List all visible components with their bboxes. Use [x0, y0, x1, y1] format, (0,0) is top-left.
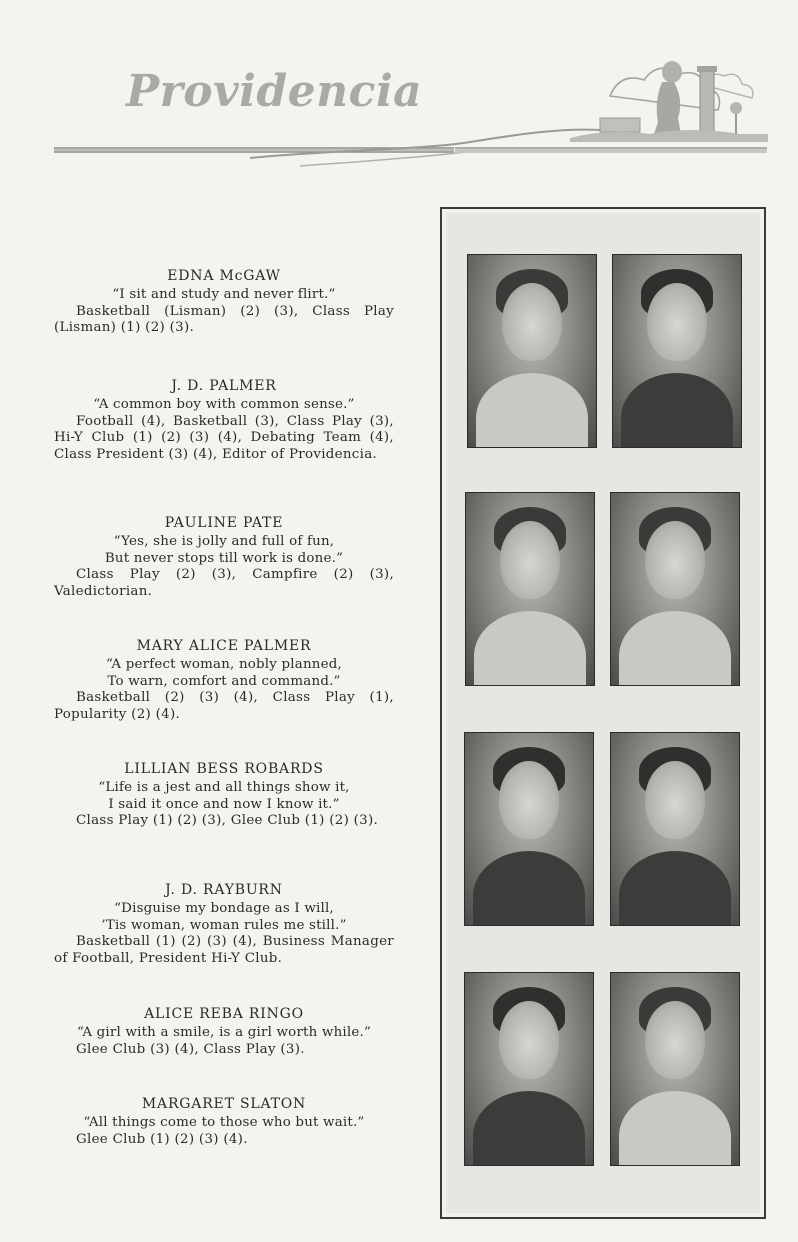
- quote-line: “I sit and study and never flirt.”: [112, 286, 336, 302]
- senior-quote: [54, 287, 394, 304]
- senior-activities: Glee Club (1) (2) (3) (4).: [76, 1131, 248, 1147]
- quote-line: “A common boy with common sense.”: [93, 396, 355, 412]
- senior-name: PAULINE PATE: [164, 515, 284, 531]
- senior-quote: [54, 780, 394, 814]
- senior-entry: [54, 882, 394, 968]
- quote-line: “A girl with a smile, is a girl worth while.”: [77, 1024, 371, 1040]
- quote-line: “Life is a jest and all things show it,: [98, 779, 350, 795]
- portrait-photo: [464, 732, 594, 926]
- senior-name: J. D. PALMER: [171, 378, 277, 394]
- quote-line: ’Tis woman, woman rules me still.”: [101, 917, 347, 933]
- senior-quote: [54, 901, 394, 935]
- senior-quote: [54, 397, 394, 414]
- senior-activities: Basketball (1) (2) (3) (4), Business Manager of Football, President Hi-Y Club.: [54, 934, 394, 967]
- senior-quote: [54, 1025, 394, 1042]
- senior-name: J. D. RAYBURN: [165, 882, 283, 898]
- senior-activities: Class Play (2) (3), Campfire (2) (3), Valedictorian.: [54, 567, 394, 600]
- senior-entry: [54, 515, 394, 601]
- senior-activities: Football (4), Basketball (3), Class Play (3), Hi-Y Club (1) (2) (3) (4), Debating Team (4), Class President (3) (4), Editor of Providencia.: [54, 413, 394, 463]
- page-header: [0, 0, 798, 190]
- senior-entry: [54, 1006, 394, 1058]
- senior-entry: [54, 378, 394, 464]
- yearbook-title: Providencia: [126, 66, 423, 117]
- quote-line: “A perfect woman, nobly planned,: [106, 656, 342, 672]
- senior-name: LILLIAN BESS ROBARDS: [124, 761, 324, 777]
- ornament-swash: [250, 130, 600, 158]
- header-ornament-illustration: [0, 0, 798, 190]
- senior-quote: [54, 534, 394, 568]
- senior-entry: [54, 1096, 394, 1148]
- senior-activities: Basketball (Lisman) (2) (3), Class Play (Lisman) (1) (2) (3).: [54, 303, 394, 336]
- tower-icon: [700, 70, 714, 136]
- portrait-photo: [610, 972, 740, 1166]
- senior-activities: Glee Club (3) (4), Class Play (3).: [76, 1041, 305, 1057]
- quote-line: “All things come to those who but wait.”: [83, 1114, 365, 1130]
- portrait-photo: [467, 254, 597, 448]
- quote-line: “Disguise my bondage as I will,: [114, 900, 334, 916]
- senior-entry: [54, 638, 394, 724]
- portrait-photo: [612, 254, 742, 448]
- senior-quote: [54, 657, 394, 691]
- figure-head-icon: [662, 61, 682, 83]
- senior-activities: Class Play (1) (2) (3), Glee Club (1) (2) (3).: [76, 813, 379, 829]
- photo-panel: [440, 207, 766, 1219]
- portrait-photo: [465, 492, 595, 686]
- quote-line: “Yes, she is jolly and full of fun,: [113, 533, 335, 549]
- quote-line: But never stops till work is done.”: [104, 550, 344, 566]
- portrait-photo: [464, 972, 594, 1166]
- quote-line: I said it once and now I know it.”: [108, 796, 340, 812]
- quote-line: To warn, comfort and command.”: [107, 673, 341, 689]
- senior-name: MARY ALICE PALMER: [136, 638, 312, 654]
- senior-entry: [54, 268, 394, 337]
- portrait-photo: [610, 492, 740, 686]
- senior-name: ALICE REBA RINGO: [144, 1006, 304, 1022]
- portrait-photo: [610, 732, 740, 926]
- senior-quote: [54, 1115, 394, 1132]
- senior-name: MARGARET SLATON: [141, 1096, 307, 1112]
- senior-name: EDNA McGAW: [167, 268, 281, 284]
- senior-entry: [54, 761, 394, 830]
- senior-activities: Basketball (2) (3) (4), Class Play (1), Popularity (2) (4).: [54, 690, 394, 723]
